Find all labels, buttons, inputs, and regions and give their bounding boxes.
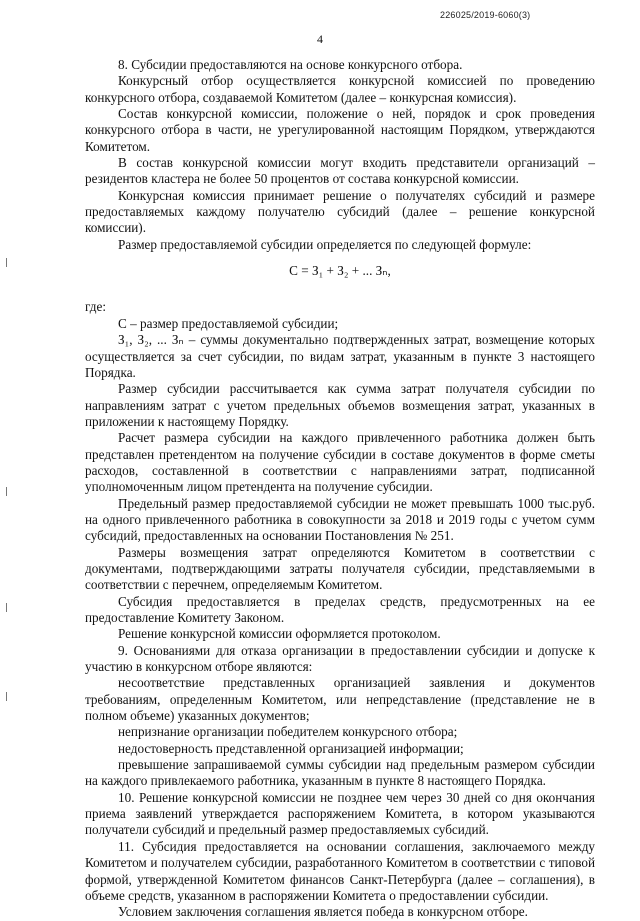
- margin-mark: [6, 487, 7, 496]
- paragraph: С – размер предоставляемой субсидии;: [118, 315, 339, 331]
- paragraph: Размер субсидии рассчитывается как сумма затрат получателя субсидии по направлениям затрат с учетом предельных объемов возмещения затрат, указанных в приложении к настоящему Порядку.: [85, 381, 595, 429]
- paragraph: Конкурсный отбор осуществляется конкурсной комиссией по проведению конкурсного отбора, создаваемой Комитетом (далее – конкурсная комиссия).: [85, 73, 595, 105]
- document-number-stamp: 226025/2019-6060(3): [440, 10, 531, 20]
- paragraph: непризнание организации победителем конкурсного отбора;: [118, 724, 458, 740]
- paragraph: 11. Субсидия предоставляется на основании соглашения, заключаемого между Комитетом и получателем субсидии, разработанного Комитетом в соответствии с типовой формой, утвержденной Комитетом финансов Санкт-Петербурга (далее – соглашения), в объеме средств, указанном в распоряжении Комитета о предоставлении субсидии.: [85, 838, 595, 903]
- paragraph: Решение конкурсной комиссии оформляется протоколом.: [118, 626, 441, 642]
- paragraph: 10. Решение конкурсной комиссии не позднее чем через 30 дней со дня окончания приема заявлений утверждается распоряжением Комитета, в котором указываются получатели субсидий и предельный размер предоставляемых субсидий.: [85, 789, 595, 838]
- paragraph: Состав конкурсной комиссии, положение о ней, порядок и срок проведения конкурсного отбора в части, не урегулированной настоящим Порядком, утверждаются Комитетом.: [85, 106, 595, 154]
- paragraph: З₁, З₂, ... Зₙ – суммы документально подтвержденных затрат, возмещение которых осуществляется за счет субсидии, по видам затрат, указанным в пункте 3 настоящего Порядка.: [85, 332, 595, 380]
- page-number: 4: [317, 32, 323, 46]
- paragraph: Расчет размера субсидии на каждого привлеченного работника должен быть представлен претендентом на получение субсидии в составе документов в форме сметы расходов, составленной в соответствии с направлениями затрат, подписанной уполномоченным лицом претендента на получение субсидии.: [85, 430, 595, 495]
- paragraph: Размер предоставляемой субсидии определяется по следующей формуле:: [118, 236, 532, 252]
- margin-mark: [6, 692, 7, 701]
- margin-mark: [6, 603, 7, 612]
- document-body: [85, 57, 595, 921]
- formula: С = З₁ + З₂ + ... Зₙ,: [289, 263, 391, 279]
- paragraph: превышение запрашиваемой суммы субсидии над предельным размером субсидии на каждого привлекаемого работника, указанным в пункте 8 настоящего Порядка.: [85, 757, 595, 789]
- paragraph: недостоверность представленной организацией информации;: [118, 740, 464, 756]
- paragraph: несоответствие представленных организацией заявления и документов требованиям, определенным Комитетом, или непредставление (представление не в полном объеме) указанных документов;: [85, 675, 595, 724]
- margin-mark: [6, 258, 7, 267]
- paragraph: Предельный размер предоставляемой субсидии не может превышать 1000 тыс.руб. на одного привлеченного работника в совокупности за 2018 и 2019 годы с учетом сумм субсидий, предоставленных на основании Постановления № 251.: [85, 495, 595, 544]
- paragraph: Субсидия предоставляется в пределах средств, предусмотренных на ее предоставление Комитету Законом.: [85, 593, 595, 625]
- paragraph: 8. Субсидии предоставляются на основе конкурсного отбора.: [118, 57, 463, 72]
- paragraph: Конкурсная комиссия принимает решение о получателях субсидий и размере предоставляемых каждому получателю субсидий (далее – решение конкурсной комиссии).: [85, 187, 595, 236]
- paragraph: где:: [85, 299, 106, 315]
- paragraph: Размеры возмещения затрат определяются Комитетом в соответствии с документами, подтверждающими затраты получателя субсидии, представляемыми в соответствии с перечнем, определяемым Комитетом.: [85, 544, 595, 593]
- paragraph: 9. Основаниями для отказа организации в предоставлении субсидии и допуске к участию в конкурсном отборе являются:: [85, 642, 595, 675]
- paragraph: В состав конкурсной комиссии могут входить представители организаций – резидентов кластера не более 50 процентов от состава конкурсной комиссии.: [85, 155, 595, 187]
- paragraph: Условием заключения соглашения является победа в конкурсном отборе.: [118, 904, 528, 920]
